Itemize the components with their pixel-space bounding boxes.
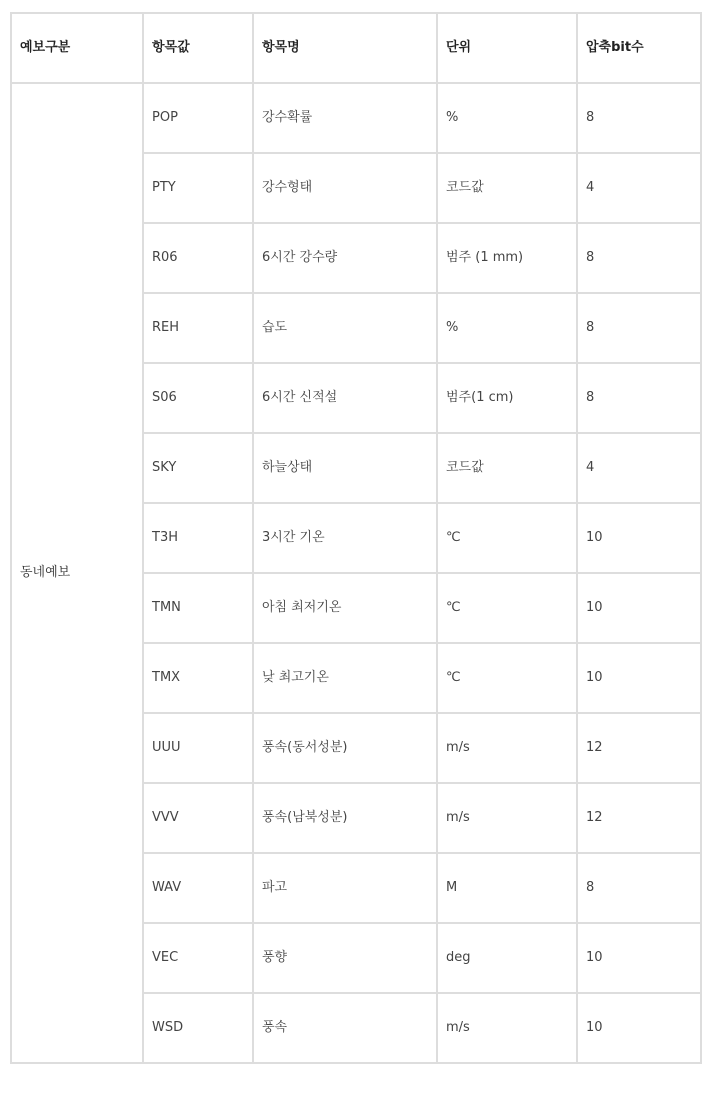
header-unit: 단위 bbox=[437, 13, 577, 83]
item-code-cell: TMN bbox=[143, 573, 253, 643]
item-code-cell: PTY bbox=[143, 153, 253, 223]
item-name-cell: 습도 bbox=[253, 293, 437, 363]
item-code-cell: VEC bbox=[143, 923, 253, 993]
unit-cell: m/s bbox=[437, 783, 577, 853]
header-item-code: 항목값 bbox=[143, 13, 253, 83]
item-name-cell: 풍속(동서성분) bbox=[253, 713, 437, 783]
unit-cell: 범주 (1 mm) bbox=[437, 223, 577, 293]
bits-cell: 12 bbox=[577, 713, 701, 783]
item-name-cell: 3시간 기온 bbox=[253, 503, 437, 573]
item-code-cell: SKY bbox=[143, 433, 253, 503]
bits-cell: 4 bbox=[577, 433, 701, 503]
item-code-cell: WAV bbox=[143, 853, 253, 923]
item-code-cell: UUU bbox=[143, 713, 253, 783]
unit-cell: 범주(1 cm) bbox=[437, 363, 577, 433]
item-code-cell: S06 bbox=[143, 363, 253, 433]
bits-cell: 12 bbox=[577, 783, 701, 853]
table-header-row bbox=[11, 13, 701, 83]
item-name-cell: 풍속 bbox=[253, 993, 437, 1063]
item-code-cell: REH bbox=[143, 293, 253, 363]
item-name-cell: 풍속(남북성분) bbox=[253, 783, 437, 853]
item-name-cell: 풍향 bbox=[253, 923, 437, 993]
bits-cell: 10 bbox=[577, 643, 701, 713]
unit-cell: 코드값 bbox=[437, 153, 577, 223]
forecast-items-table bbox=[10, 12, 702, 1064]
bits-cell: 4 bbox=[577, 153, 701, 223]
unit-cell: m/s bbox=[437, 713, 577, 783]
bits-cell: 8 bbox=[577, 223, 701, 293]
item-name-cell: 하늘상태 bbox=[253, 433, 437, 503]
item-name-cell: 6시간 신적설 bbox=[253, 363, 437, 433]
bits-cell: 8 bbox=[577, 363, 701, 433]
unit-cell: M bbox=[437, 853, 577, 923]
bits-cell: 10 bbox=[577, 993, 701, 1063]
bits-cell: 10 bbox=[577, 503, 701, 573]
table-row bbox=[11, 83, 701, 153]
bits-cell: 10 bbox=[577, 923, 701, 993]
header-forecast-type: 예보구분 bbox=[11, 13, 143, 83]
table-body bbox=[11, 83, 701, 1063]
unit-cell: ℃ bbox=[437, 573, 577, 643]
unit-cell: deg bbox=[437, 923, 577, 993]
item-code-cell: WSD bbox=[143, 993, 253, 1063]
forecast-group-cell: 동네예보 bbox=[11, 83, 143, 1063]
unit-cell: m/s bbox=[437, 993, 577, 1063]
item-code-cell: R06 bbox=[143, 223, 253, 293]
bits-cell: 8 bbox=[577, 83, 701, 153]
header-item-name: 항목명 bbox=[253, 13, 437, 83]
item-name-cell: 낮 최고기온 bbox=[253, 643, 437, 713]
item-name-cell: 아침 최저기온 bbox=[253, 573, 437, 643]
unit-cell: % bbox=[437, 293, 577, 363]
item-code-cell: T3H bbox=[143, 503, 253, 573]
unit-cell: ℃ bbox=[437, 503, 577, 573]
forecast-items-table-container bbox=[10, 12, 700, 1064]
header-compression-bits: 압축bit수 bbox=[577, 13, 701, 83]
item-code-cell: TMX bbox=[143, 643, 253, 713]
unit-cell: ℃ bbox=[437, 643, 577, 713]
item-name-cell: 6시간 강수량 bbox=[253, 223, 437, 293]
item-name-cell: 강수확률 bbox=[253, 83, 437, 153]
bits-cell: 8 bbox=[577, 853, 701, 923]
unit-cell: % bbox=[437, 83, 577, 153]
item-name-cell: 강수형태 bbox=[253, 153, 437, 223]
item-code-cell: VVV bbox=[143, 783, 253, 853]
item-code-cell: POP bbox=[143, 83, 253, 153]
item-name-cell: 파고 bbox=[253, 853, 437, 923]
bits-cell: 8 bbox=[577, 293, 701, 363]
unit-cell: 코드값 bbox=[437, 433, 577, 503]
bits-cell: 10 bbox=[577, 573, 701, 643]
